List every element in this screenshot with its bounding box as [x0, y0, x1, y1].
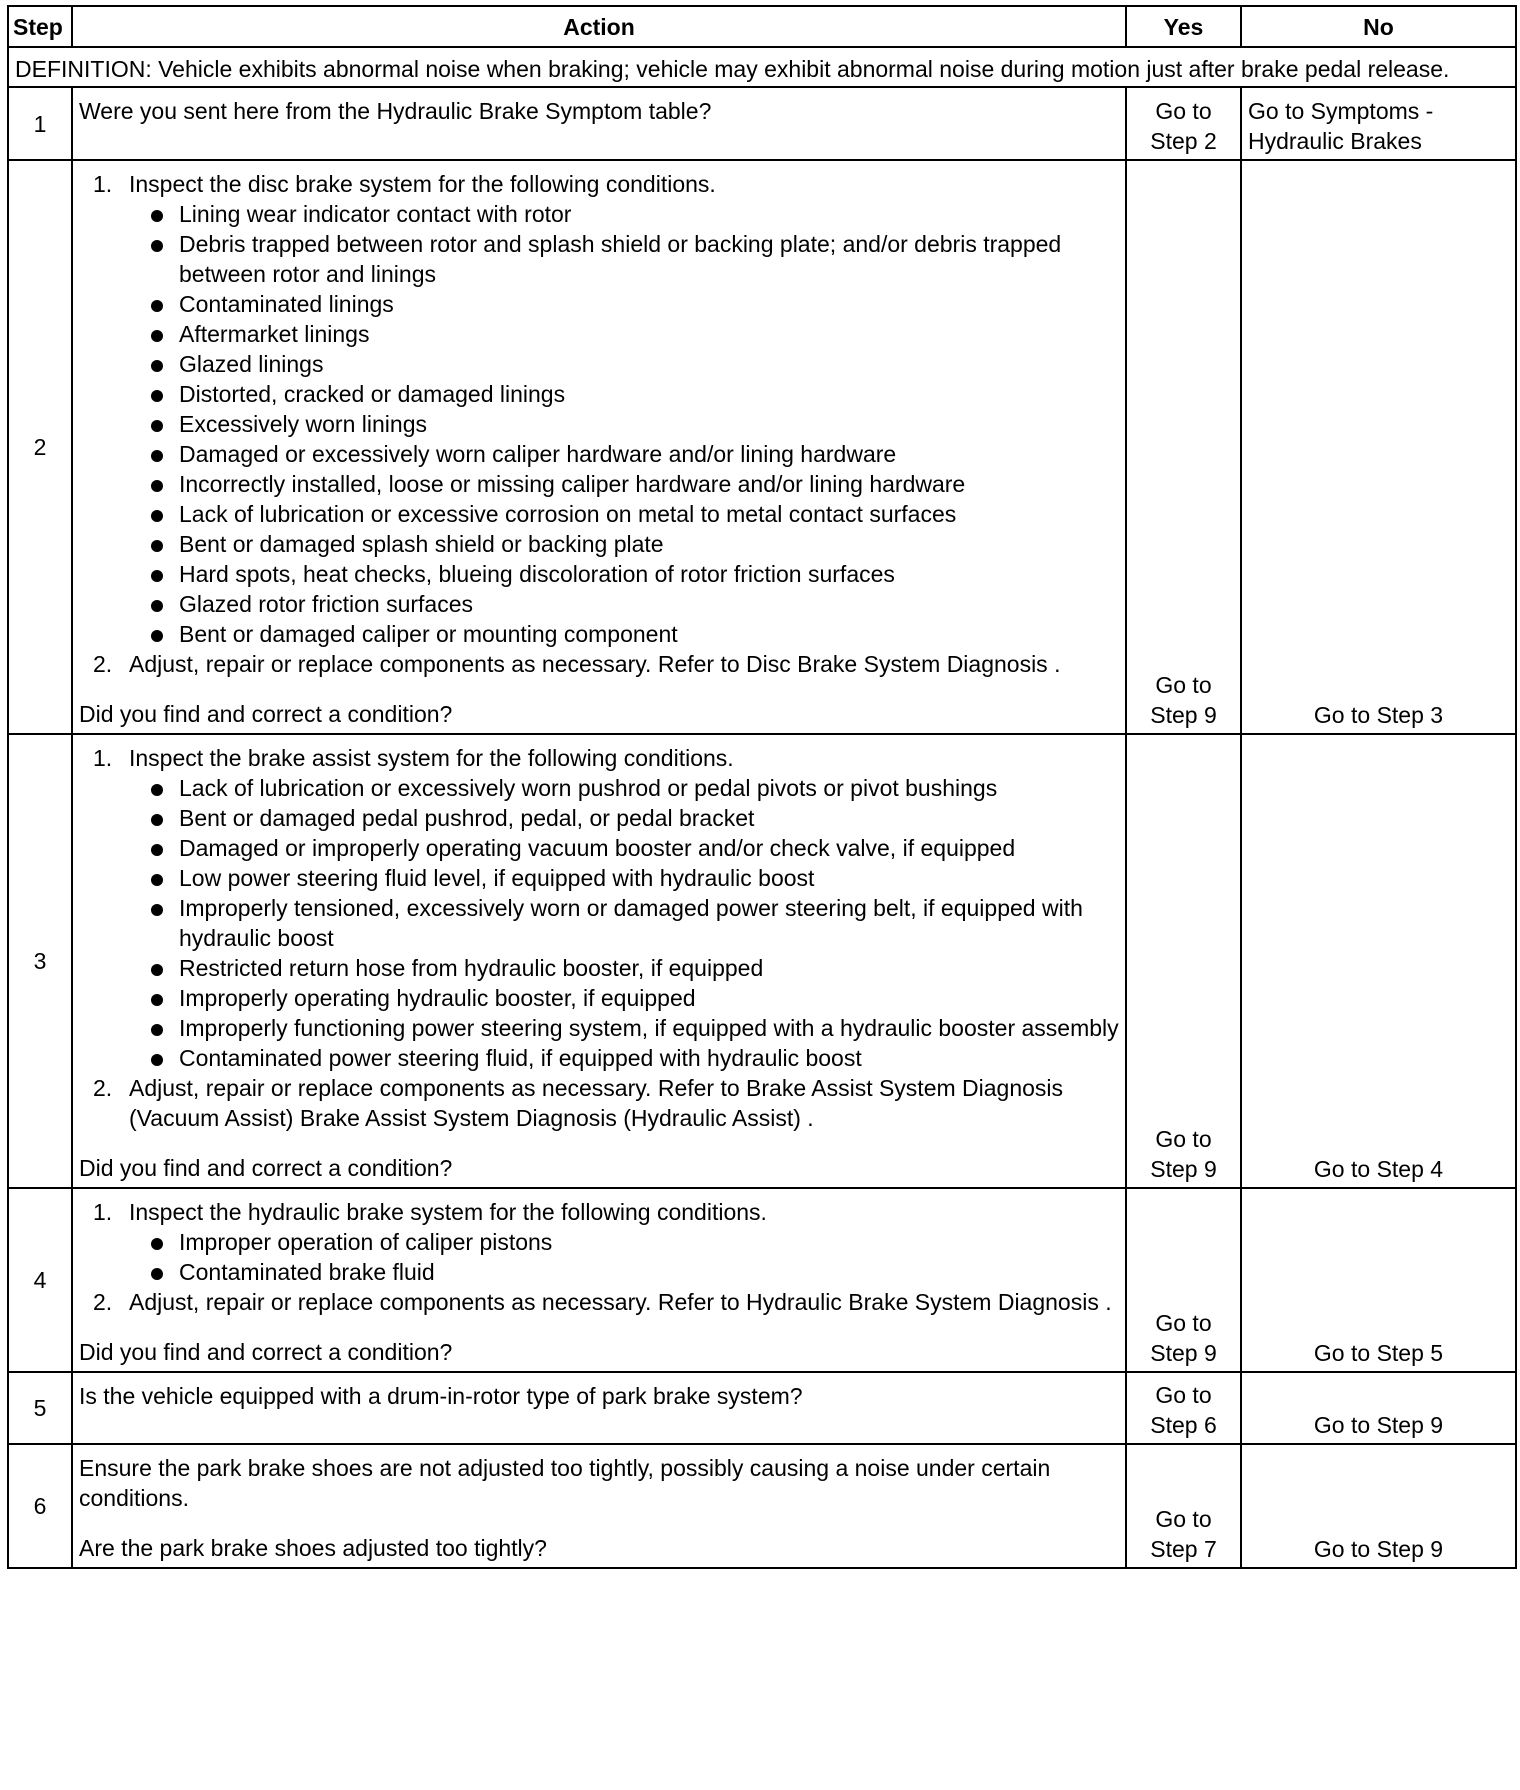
- bullet-item: [79, 983, 1119, 1013]
- bullet-icon: [151, 994, 163, 1006]
- bullet-icon: [151, 330, 163, 342]
- diagnostic-table-document: [7, 5, 1515, 1569]
- bullet-text: Damaged or excessively worn caliper hardware and/or lining hardware: [179, 441, 897, 467]
- bullet-icon: [151, 964, 163, 976]
- item-text: Adjust, repair or replace components as necessary. Refer to Disc Brake System Diagnosis .: [129, 651, 1061, 677]
- bullet-icon: [151, 1238, 163, 1250]
- bullet-text: Contaminated brake fluid: [179, 1259, 435, 1285]
- bullet-text: Bent or damaged pedal pushrod, pedal, or pedal bracket: [179, 805, 755, 831]
- item-text: Inspect the hydraulic brake system for the following conditions.: [129, 1199, 767, 1225]
- step-question: Did you find and correct a condition?: [79, 1155, 453, 1181]
- bullet-text: Glazed rotor friction surfaces: [179, 591, 474, 617]
- step-number: 3: [8, 734, 72, 1188]
- step-question: Did you find and correct a condition?: [79, 701, 453, 727]
- bullet-icon: [151, 630, 163, 642]
- yes-line: Step 6: [1150, 1412, 1217, 1438]
- yes-line: Step 9: [1150, 702, 1217, 728]
- bullet-text: Improperly functioning power steering system, if equipped with a hydraulic booster assembly: [179, 1015, 1119, 1041]
- bullet-text: Bent or damaged caliper or mounting component: [179, 621, 678, 647]
- bullet-item: [79, 589, 1119, 619]
- bullet-item: [79, 349, 1119, 379]
- bullet-text: Distorted, cracked or damaged linings: [179, 381, 566, 407]
- step-action: [72, 1444, 1126, 1568]
- bullet-icon: [151, 450, 163, 462]
- header-step: Step: [8, 6, 72, 47]
- bullet-icon: [151, 420, 163, 432]
- step-no: Go to Step 5: [1241, 1188, 1516, 1372]
- bullet-icon: [151, 390, 163, 402]
- step-no: Go to Step 9: [1241, 1444, 1516, 1568]
- step-row-4: [8, 1188, 1516, 1372]
- step-row-5: [8, 1372, 1516, 1444]
- step-yes: [1126, 1444, 1241, 1568]
- numbered-item: 1. Inspect the disc brake system for the following conditions.: [93, 171, 716, 197]
- bullet-item: [79, 1013, 1119, 1043]
- step-number: 2: [8, 160, 72, 734]
- bullet-text: Incorrectly installed, loose or missing caliper hardware and/or lining hardware: [179, 471, 966, 497]
- bullet-icon: [151, 874, 163, 886]
- step-yes: [1126, 1188, 1241, 1372]
- bullet-text: Restricted return hose from hydraulic booster, if equipped: [179, 955, 764, 981]
- bullet-icon: [151, 844, 163, 856]
- step-question: Is the vehicle equipped with a drum-in-rotor type of park brake system?: [79, 1383, 803, 1409]
- bullet-item: [79, 229, 1119, 289]
- definition-text: DEFINITION: Vehicle exhibits abnormal noise when braking; vehicle may exhibit abnormal noise during motion just after brake pedal release.: [8, 47, 1516, 87]
- step-action: [72, 734, 1126, 1188]
- bullet-item: [79, 619, 1119, 649]
- bullet-item: [79, 409, 1119, 439]
- bullet-item: [79, 1257, 1119, 1287]
- bullet-item: [79, 559, 1119, 589]
- yes-line: Go to: [1155, 1506, 1212, 1532]
- bullet-icon: [151, 600, 163, 612]
- step-number: 1: [8, 87, 72, 160]
- step-question: Are the park brake shoes adjusted too tightly?: [79, 1535, 547, 1561]
- bullet-text: Damaged or improperly operating vacuum booster and/or check valve, if equipped: [179, 835, 1016, 861]
- bullet-icon: [151, 240, 163, 252]
- bullet-icon: [151, 510, 163, 522]
- bullet-text: Lack of lubrication or excessive corrosion on metal to metal contact surfaces: [179, 501, 957, 527]
- bullet-text: Improperly tensioned, excessively worn or damaged power steering belt, if equipped with hydraulic boost: [179, 895, 1083, 951]
- bullet-item: [79, 529, 1119, 559]
- bullet-text: Improperly operating hydraulic booster, if equipped: [179, 985, 696, 1011]
- bullet-text: Lack of lubrication or excessively worn pushrod or pedal pivots or pivot bushings: [179, 775, 998, 801]
- bullet-text: Contaminated linings: [179, 291, 394, 317]
- bullet-text: Glazed linings: [179, 351, 324, 377]
- step-action: [72, 1372, 1126, 1444]
- no-line: Go to Symptoms -: [1248, 98, 1434, 124]
- step-number: 4: [8, 1188, 72, 1372]
- bullet-text: Excessively worn linings: [179, 411, 427, 437]
- header-yes: Yes: [1126, 6, 1241, 47]
- numbered-item: 2. Adjust, repair or replace components as necessary. Refer to Brake Assist System Diagnosis (Vacuum Assist) Brake Assist System Diagnosis (Hydraulic Assist) .: [93, 1075, 1064, 1131]
- bullet-item: [79, 499, 1119, 529]
- no-line: Hydraulic Brakes: [1248, 128, 1422, 154]
- step-yes: [1126, 87, 1241, 160]
- bullet-item: [79, 1227, 1119, 1257]
- numbered-item: 1. Inspect the brake assist system for the following conditions.: [93, 745, 734, 771]
- bullet-text: Improper operation of caliper pistons: [179, 1229, 553, 1255]
- step-question: Were you sent here from the Hydraulic Brake Symptom table?: [79, 98, 712, 124]
- bullet-icon: [151, 540, 163, 552]
- item-text: Adjust, repair or replace components as necessary. Refer to Brake Assist System Diagnosis (Vacuum Assist) Brake Assist System Diagnosis (Hydraulic Assist) .: [129, 1075, 1064, 1131]
- bullet-item: [79, 833, 1119, 863]
- yes-line: Step 9: [1150, 1340, 1217, 1366]
- bullet-icon: [151, 480, 163, 492]
- definition-row: [8, 47, 1516, 87]
- yes-line: Step 2: [1150, 128, 1217, 154]
- bullet-icon: [151, 210, 163, 222]
- step-row-1: [8, 87, 1516, 160]
- yes-line: Go to: [1155, 1382, 1212, 1408]
- bullet-text: Aftermarket linings: [179, 321, 370, 347]
- step-row-2: [8, 160, 1516, 734]
- header-no: No: [1241, 6, 1516, 47]
- bullet-item: [79, 953, 1119, 983]
- bullet-item: [79, 319, 1119, 349]
- yes-line: Go to: [1155, 1310, 1212, 1336]
- bullet-text: Hard spots, heat checks, blueing discoloration of rotor friction surfaces: [179, 561, 895, 587]
- bullet-item: [79, 1043, 1119, 1073]
- step-row-6: [8, 1444, 1516, 1568]
- yes-line: Go to: [1155, 1126, 1212, 1152]
- step-yes: [1126, 1372, 1241, 1444]
- bullet-item: [79, 773, 1119, 803]
- diagnostic-table: [7, 5, 1517, 1569]
- bullet-icon: [151, 1024, 163, 1036]
- item-text: Inspect the brake assist system for the following conditions.: [129, 745, 734, 771]
- item-text: Inspect the disc brake system for the following conditions.: [129, 171, 716, 197]
- bullet-text: Low power steering fluid level, if equipped with hydraulic boost: [179, 865, 815, 891]
- bullet-item: [79, 379, 1119, 409]
- step-no: Go to Step 4: [1241, 734, 1516, 1188]
- bullet-icon: [151, 814, 163, 826]
- bullet-item: [79, 439, 1119, 469]
- bullet-icon: [151, 1054, 163, 1066]
- yes-line: Go to: [1155, 98, 1212, 124]
- bullet-item: [79, 893, 1119, 953]
- bullet-icon: [151, 300, 163, 312]
- step-action: [72, 1188, 1126, 1372]
- step-action: [72, 87, 1126, 160]
- header-row: [8, 6, 1516, 47]
- bullet-icon: [151, 784, 163, 796]
- bullet-icon: [151, 570, 163, 582]
- step-number: 5: [8, 1372, 72, 1444]
- step-instruction: Ensure the park brake shoes are not adjusted too tightly, possibly causing a noise under certain conditions.: [79, 1455, 1051, 1511]
- bullet-item: [79, 199, 1119, 229]
- item-text: Adjust, repair or replace components as necessary. Refer to Hydraulic Brake System Diagnosis .: [129, 1289, 1112, 1315]
- bullet-icon: [151, 904, 163, 916]
- header-action: Action: [72, 6, 1126, 47]
- step-no: [1241, 87, 1516, 160]
- numbered-item: 2. Adjust, repair or replace components as necessary. Refer to Hydraulic Brake System Diagnosis .: [93, 1289, 1112, 1315]
- bullet-text: Contaminated power steering fluid, if equipped with hydraulic boost: [179, 1045, 862, 1071]
- numbered-item: 1. Inspect the hydraulic brake system for the following conditions.: [93, 1199, 767, 1225]
- numbered-item: 2. Adjust, repair or replace components as necessary. Refer to Disc Brake System Diagnosis .: [93, 651, 1061, 677]
- yes-line: Step 7: [1150, 1536, 1217, 1562]
- step-number: 6: [8, 1444, 72, 1568]
- yes-line: Go to: [1155, 672, 1212, 698]
- bullet-item: [79, 803, 1119, 833]
- step-question: Did you find and correct a condition?: [79, 1339, 453, 1365]
- bullet-text: Bent or damaged splash shield or backing plate: [179, 531, 664, 557]
- yes-line: Step 9: [1150, 1156, 1217, 1182]
- bullet-item: [79, 863, 1119, 893]
- bullet-icon: [151, 1268, 163, 1280]
- step-yes: [1126, 160, 1241, 734]
- bullet-item: [79, 289, 1119, 319]
- step-no: Go to Step 3: [1241, 160, 1516, 734]
- step-no: Go to Step 9: [1241, 1372, 1516, 1444]
- bullet-text: Lining wear indicator contact with rotor: [179, 201, 572, 227]
- step-action: [72, 160, 1126, 734]
- bullet-icon: [151, 360, 163, 372]
- step-yes: [1126, 734, 1241, 1188]
- step-row-3: [8, 734, 1516, 1188]
- bullet-item: [79, 469, 1119, 499]
- bullet-text: Debris trapped between rotor and splash shield or backing plate; and/or debris trapped between rotor and linings: [179, 231, 1062, 287]
